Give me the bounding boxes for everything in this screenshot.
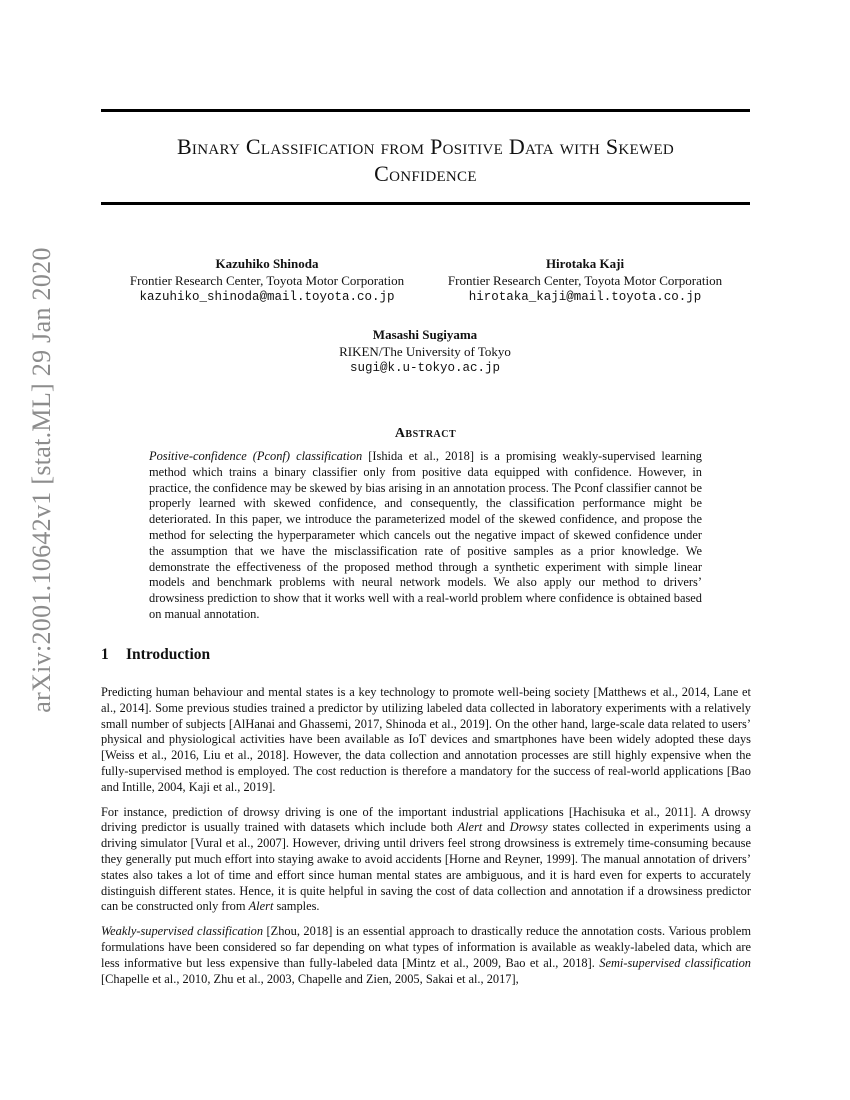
section-heading	[101, 646, 210, 664]
section-number: 1	[101, 646, 109, 663]
author-block	[432, 255, 738, 306]
title-rule-bottom	[101, 202, 750, 205]
author-name: Masashi Sugiyama	[372, 327, 478, 342]
abstract-lead: Positive-confidence (Pconf) classification	[149, 449, 363, 463]
author-block	[275, 326, 575, 377]
paragraph: Predicting human behaviour and mental states is a key technology to promote well-being society [Matthews et al., 2014, Lane et al., 2014]. Some previous studies trained a predictor by utilizing labeled data collected in laboratory experiments with a relatively small number of subjects [AlHanai and Ghassemi, 2017, Shinoda et al., 2019]. On the other hand, large-scale data related to users’ physical and physiological activities have been available as IoT devices and smartphones have been widely adopted these days [Weiss et al., 2016, Liu et al., 2018]. However, the data collection and annotation processes are still highly expensive when the fully-supervised method is employed. The cost reduction is therefore a mandatory for the success of real-world applications [Bao and Intille, 2004, Kaji et al., 2019].	[101, 685, 751, 794]
title-line-2: Confidence	[374, 161, 477, 186]
arxiv-stamp: arXiv:2001.10642v1 [stat.ML] 29 Jan 2020	[27, 247, 56, 713]
author-affiliation: RIKEN/The University of Tokyo	[339, 344, 511, 359]
paragraph: Weakly-supervised classification [Zhou, 2018] is an essential approach to drastically reduce the annotation costs. Various problem formulations have been considered so far depending on what types of information is available as weakly-labeled data, which are less informative but less expensive than fully-labeled data [Mintz et al., 2009, Bao et al., 2018]. Semi-supervised classification [Chapelle et al., 2010, Zhu et al., 2003, Chapelle and Zien, 2005, Sakai et al., 2017],	[101, 924, 751, 986]
abstract-body	[149, 449, 702, 623]
author-email[interactable]: hirotaka_kaji@mail.toyota.co.jp	[468, 290, 702, 304]
paper-title	[101, 133, 750, 187]
author-name: Hirotaka Kaji	[545, 256, 625, 271]
title-rule-top	[101, 109, 750, 112]
author-name: Kazuhiko Shinoda	[215, 256, 319, 271]
title-line-1: Binary Classification from Positive Data with Skewed	[176, 134, 675, 159]
author-email[interactable]: kazuhiko_shinoda@mail.toyota.co.jp	[139, 290, 395, 304]
author-email[interactable]: sugi@k.u-tokyo.ac.jp	[349, 361, 501, 375]
author-affiliation: Frontier Research Center, Toyota Motor Corporation	[129, 273, 405, 288]
section-title: Introduction	[126, 646, 211, 663]
paragraph: For instance, prediction of drowsy driving is one of the important industrial applications [Hachisuka et al., 2011]. A drowsy driving predictor is usually trained with datasets which include both Alert and Drowsy states collected in experiments using a driving simulator [Vural et al., 2007]. However, driving until drivers feel strong drowsiness is extremely time-consuming because they generally put much effort into staying awake to avoid accidents [Horne and Reyner, 1999]. The manual annotation of drivers’ states also takes a lot of time and effort since human mental states are ambiguous, and it is hard even for experts to accurately distinguish different states. Hence, it is quite helpful in saving the cost of data collection and annotation if a drowsiness predictor can be constructed only from Alert samples.	[101, 804, 751, 914]
abstract-text: [Ishida et al., 2018] is a promising weakly-supervised learning method which trains a binary classifier only from positive data equipped with confidence. However, in practice, the confidence may be skewed by bias arising in an annotation process. The Pconf classifier cannot be properly learned with skewed confidence, and consequently, the classification performance might be deteriorated. In this paper, we introduce the parameterized model of the skewed confidence, and propose the method for selecting the hyperparameter which cancels out the negative impact of skewed confidence under the assumption that we have the misclassification rate of positive samples as a prior knowledge. We demonstrate the effectiveness of the proposed method through a synthetic experiment with simple linear models and benchmark problems with neural network models. We also apply our method to drivers’ drowsiness prediction to show that it works well with a real-world problem where confidence is obtained based on manual annotation.	[149, 449, 702, 621]
author-block	[110, 255, 424, 306]
author-affiliation: Frontier Research Center, Toyota Motor Corporation	[447, 273, 723, 288]
abstract-heading: Abstract	[394, 426, 457, 441]
introduction-body	[101, 685, 751, 996]
